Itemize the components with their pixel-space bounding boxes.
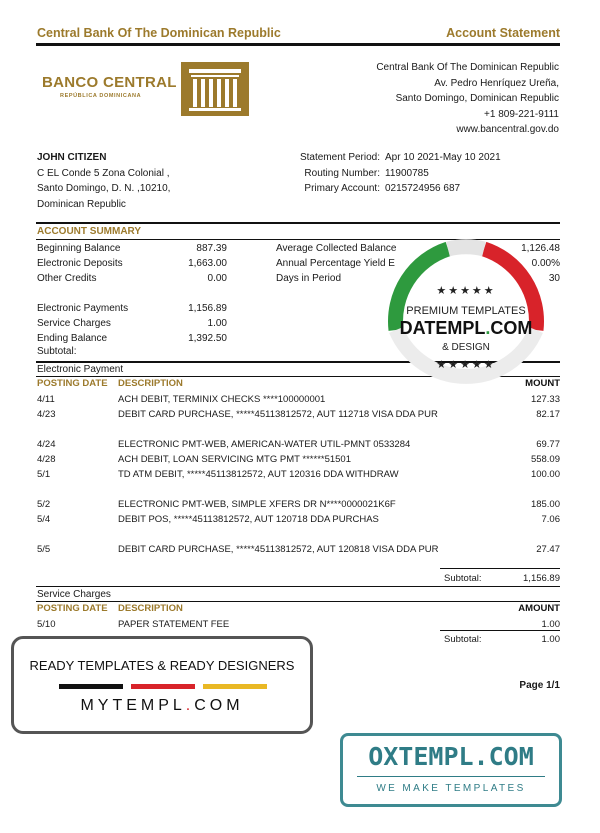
statement-title: Account Statement bbox=[446, 26, 560, 40]
bank-name-header: Central Bank Of The Dominican Republic bbox=[37, 26, 281, 40]
ep-row-date: 4/24 bbox=[37, 439, 56, 450]
ep-row-desc: DEBIT CARD PURCHASE, *****45113812572, AUT 120818 VISA DDA PUR bbox=[118, 544, 439, 555]
ep-row-desc: DEBIT POS, *****45113812572, AUT 120718 DDA PURCHAS bbox=[118, 514, 379, 525]
datempl-brand bbox=[378, 318, 554, 339]
ep-subtotal-row bbox=[36, 573, 560, 587]
account-summary-title: ACCOUNT SUMMARY bbox=[37, 226, 142, 237]
mytempl-bar-yellow bbox=[203, 684, 267, 689]
ep-subtotal-rule bbox=[440, 568, 560, 569]
customer-block bbox=[37, 150, 170, 212]
ep-row-amount: 82.17 bbox=[536, 409, 560, 420]
ep-row bbox=[36, 499, 560, 513]
mytempl-brand-b: COM bbox=[194, 697, 244, 714]
routing-label: Routing Number: bbox=[304, 167, 380, 179]
statement-info-values bbox=[385, 150, 501, 197]
bank-address-block bbox=[376, 60, 559, 138]
ep-col-amount: MOUNT bbox=[525, 378, 560, 389]
bank-address-line1: Central Bank Of The Dominican Republic bbox=[376, 62, 559, 73]
mytempl-brand-dot: . bbox=[185, 697, 195, 714]
ep-col-desc: DESCRIPTION bbox=[118, 378, 183, 389]
ep-row-date: 5/2 bbox=[37, 499, 51, 510]
ep-row bbox=[36, 394, 560, 408]
electronic-payment-title: Electronic Payment bbox=[37, 364, 124, 375]
bank-address-line3: Santo Domingo, Dominican Republic bbox=[395, 93, 559, 105]
summary-left-value: 887.39 bbox=[196, 243, 227, 254]
ep-row-date: 4/28 bbox=[37, 454, 56, 465]
ep-row bbox=[36, 439, 560, 453]
header-divider bbox=[36, 43, 560, 46]
account-label: Primary Account: bbox=[304, 183, 380, 194]
sc-subtotal-value: 1.00 bbox=[541, 634, 560, 645]
ep-row-amount: 7.06 bbox=[541, 514, 560, 525]
ep-row-amount: 558.09 bbox=[530, 454, 560, 465]
sc-top-rule bbox=[36, 586, 560, 587]
summary-right-label: Average Collected Balance bbox=[276, 243, 397, 254]
oxtempl-divider bbox=[357, 776, 545, 777]
sc-row-amount: 1.00 bbox=[541, 619, 560, 630]
ep-row-amount: 185.00 bbox=[530, 499, 560, 510]
summary-left-label: Electronic Deposits bbox=[37, 258, 123, 269]
ep-row bbox=[36, 544, 560, 558]
ep-row-date: 5/5 bbox=[37, 544, 51, 555]
sc-subtotal-rule bbox=[440, 630, 560, 631]
logo-subtitle: REPÚBLICA DOMINICANA bbox=[60, 93, 142, 99]
ep-col-date: POSTING DATE bbox=[37, 378, 108, 389]
sc-column-headers bbox=[36, 603, 560, 617]
summary-right-value: 1,126.48 bbox=[521, 243, 560, 254]
summary-left-label: Ending Balance bbox=[37, 333, 108, 344]
bank-address-line2: Av. Pedro Henríquez Ureña, bbox=[434, 77, 559, 89]
datempl-watermark bbox=[378, 238, 554, 386]
ep-row bbox=[36, 469, 560, 483]
mytempl-bar-black bbox=[59, 684, 123, 689]
ep-row-date: 5/1 bbox=[37, 469, 51, 480]
sc-col-desc: DESCRIPTION bbox=[118, 603, 183, 614]
customer-address-line2: Santo Domingo, D. N. ,10210, bbox=[37, 183, 171, 194]
mytempl-bar-red bbox=[131, 684, 195, 689]
ep-row bbox=[36, 514, 560, 528]
customer-address-line3: Dominican Republic bbox=[37, 198, 126, 210]
ep-row bbox=[36, 454, 560, 468]
ep-row-desc: DEBIT CARD PURCHASE, *****45113812572, AUT 112718 VISA DDA PUR bbox=[118, 409, 438, 420]
ep-row-date: 4/11 bbox=[37, 394, 55, 405]
summary-left-value: 0.00 bbox=[207, 273, 227, 284]
datempl-line1: PREMIUM TEMPLATES bbox=[406, 305, 526, 317]
ep-row-desc: ELECTRONIC PMT-WEB, SIMPLE XFERS DR N****0000021K6F bbox=[118, 499, 396, 510]
summary-left-value: 1,663.00 bbox=[188, 258, 227, 269]
summary-left-value: 1,156.89 bbox=[188, 303, 227, 314]
ep-row-date: 5/4 bbox=[37, 514, 51, 525]
sc-col-amount: AMOUNT bbox=[518, 603, 560, 614]
period-value: Apr 10 2021-May 10 2021 bbox=[385, 152, 501, 163]
page-number: Page 1/1 bbox=[519, 680, 560, 691]
datempl-brand-b: COM bbox=[490, 318, 533, 338]
summary-left-label: Other Credits bbox=[37, 273, 97, 284]
summary-left-label: Subtotal: bbox=[37, 346, 77, 357]
ep-subtotal-value: 1,156.89 bbox=[523, 573, 560, 584]
summary-left-label: Service Charges bbox=[37, 318, 111, 329]
sc-title-rule bbox=[36, 601, 560, 602]
summary-left-value: 1,392.50 bbox=[188, 333, 227, 344]
mytempl-line1: READY TEMPLATES & READY DESIGNERS bbox=[29, 658, 295, 673]
bank-phone: +1 809-221-9111 bbox=[484, 108, 559, 120]
ep-row-desc: ELECTRONIC PMT-WEB, AMERICAN-WATER UTIL-PMNT 0533284 bbox=[118, 439, 411, 450]
routing-value: 11900785 bbox=[385, 167, 429, 179]
summary-right-value: 0.00% bbox=[531, 258, 560, 269]
oxtempl-brand: OXTEMPL.COM bbox=[368, 742, 534, 771]
summary-left-label: Electronic Payments bbox=[37, 303, 129, 314]
ep-row-amount: 127.33 bbox=[530, 394, 560, 405]
summary-right-value: 30 bbox=[548, 273, 560, 284]
logo-name: BANCO CENTRAL bbox=[42, 74, 177, 91]
period-label: Statement Period: bbox=[299, 152, 380, 163]
ep-row-amount: 100.00 bbox=[530, 469, 560, 480]
datempl-stars-top-icon: ★★★★★ bbox=[436, 285, 496, 297]
account-value: 0215724956 687 bbox=[385, 183, 461, 194]
ep-row-desc: ACH DEBIT, LOAN SERVICING MTG PMT ******51501 bbox=[118, 454, 352, 465]
ep-row-amount: 27.47 bbox=[536, 544, 560, 555]
datempl-brand-dot: . bbox=[485, 318, 491, 338]
ep-row-date: 4/23 bbox=[37, 409, 56, 420]
summary-right-label: Annual Percentage Yield E bbox=[276, 258, 395, 269]
oxtempl-watermark bbox=[340, 733, 562, 807]
customer-name: JOHN CITIZEN bbox=[37, 152, 107, 163]
datempl-brand-a: DATEMPL bbox=[399, 318, 486, 338]
ep-row-desc: TD ATM DEBIT, *****45113812572, AUT 120316 DDA WITHDRAW bbox=[118, 469, 399, 480]
bank-website: www.bancentral.gov.do bbox=[456, 124, 559, 136]
ep-row-desc: ACH DEBIT, TERMINIX CHECKS ****100000001 bbox=[118, 394, 326, 405]
ep-row bbox=[36, 409, 560, 423]
mytempl-watermark bbox=[11, 636, 313, 734]
sc-row-desc: PAPER STATEMENT FEE bbox=[118, 619, 230, 630]
service-charges-title: Service Charges bbox=[37, 589, 111, 600]
sc-col-date: POSTING DATE bbox=[37, 603, 108, 614]
ep-subtotal-label: Subtotal: bbox=[444, 573, 482, 584]
datempl-line3: & DESIGN bbox=[442, 342, 490, 353]
bank-building-logo-icon bbox=[181, 62, 249, 116]
summary-left-label: Beginning Balance bbox=[37, 243, 121, 254]
summary-left-value: 1.00 bbox=[207, 318, 227, 329]
mytempl-brand bbox=[14, 697, 310, 715]
mytempl-brand-a: MYTEMPL bbox=[80, 697, 186, 714]
ep-row-amount: 69.77 bbox=[536, 439, 560, 450]
customer-address-line1: C EL Conde 5 Zona Colonial , bbox=[37, 167, 170, 179]
datempl-stars-bottom-icon: ★★★★★ bbox=[436, 359, 496, 371]
sc-row-date: 5/10 bbox=[37, 619, 56, 630]
oxtempl-tagline: WE MAKE TEMPLATES bbox=[376, 783, 526, 794]
statement-info-labels bbox=[250, 150, 380, 197]
sc-subtotal-label: Subtotal: bbox=[444, 634, 482, 645]
summary-right-label: Days in Period bbox=[276, 273, 342, 284]
summary-top-rule bbox=[36, 222, 560, 224]
